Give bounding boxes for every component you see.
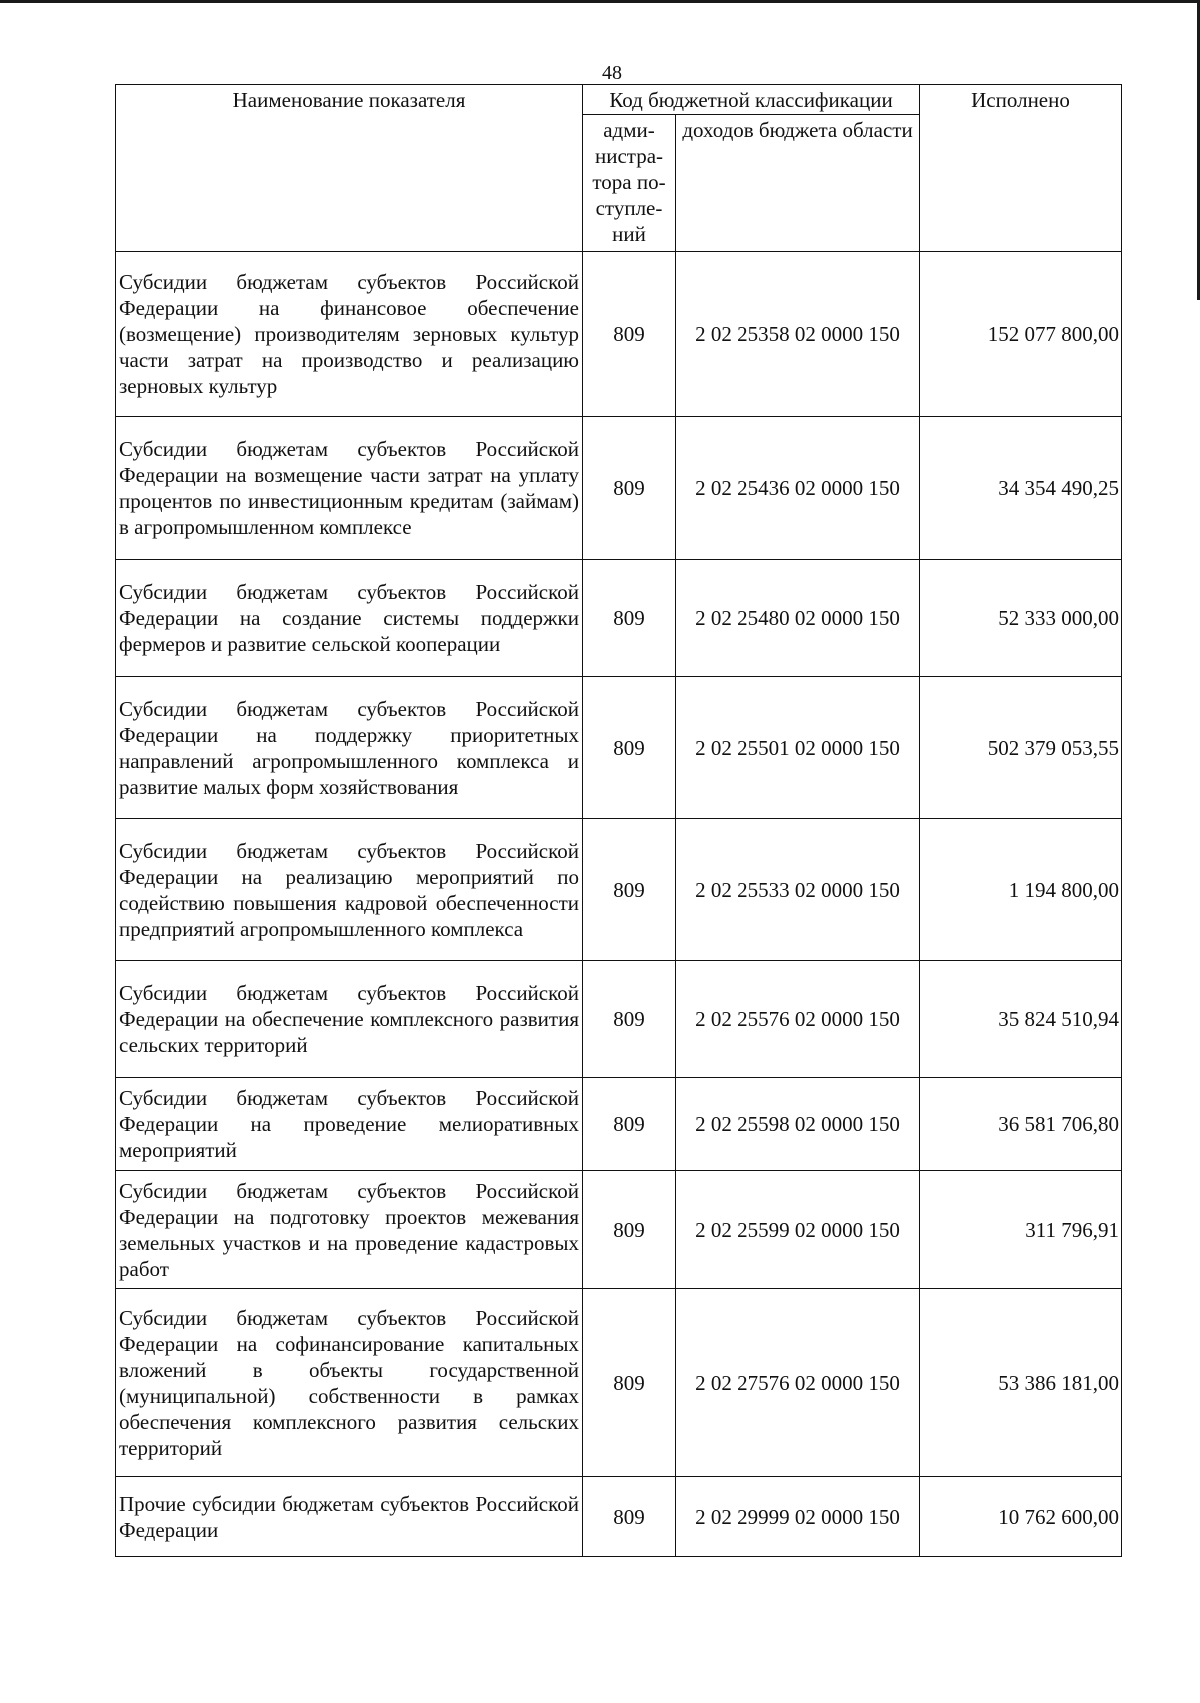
row-budget-code: 2 02 29999 02 0000 150: [676, 1477, 920, 1557]
row-budget-code: 2 02 27576 02 0000 150: [676, 1289, 920, 1477]
row-budget-code: 2 02 25598 02 0000 150: [676, 1078, 920, 1171]
row-amount: 36 581 706,80: [920, 1078, 1122, 1171]
budget-table: [115, 84, 1122, 1557]
row-amount: 53 386 181,00: [920, 1289, 1122, 1477]
row-admin-code: 809: [583, 1171, 676, 1289]
table-row: [116, 1289, 1122, 1477]
row-admin-code: 809: [583, 1477, 676, 1557]
row-name: Субсидии бюджетам субъектов Российской Федерации на поддержку приоритетных направлений агропромышленного комплекса и развитие малых форм хозяйствования: [116, 677, 583, 819]
row-budget-code: 2 02 25480 02 0000 150: [676, 560, 920, 677]
row-name: Субсидии бюджетам субъектов Российской Федерации на финансовое обеспечение (возмещение) производителям зерновых культур части затрат на производство и реализацию зерновых культур: [116, 252, 583, 417]
row-budget-code: 2 02 25358 02 0000 150: [676, 252, 920, 417]
header-executed: Исполнено: [920, 85, 1122, 252]
page-number: 48: [602, 62, 622, 84]
table-row: [116, 1477, 1122, 1557]
table-row: [116, 961, 1122, 1078]
table-row: [116, 252, 1122, 417]
row-admin-code: 809: [583, 417, 676, 560]
row-budget-code: 2 02 25501 02 0000 150: [676, 677, 920, 819]
table-row: [116, 819, 1122, 961]
table-row: [116, 1078, 1122, 1171]
row-amount: 35 824 510,94: [920, 961, 1122, 1078]
row-amount: 502 379 053,55: [920, 677, 1122, 819]
row-amount: 152 077 800,00: [920, 252, 1122, 417]
row-admin-code: 809: [583, 677, 676, 819]
table-row: [116, 677, 1122, 819]
row-amount: 311 796,91: [920, 1171, 1122, 1289]
row-amount: 34 354 490,25: [920, 417, 1122, 560]
row-budget-code: 2 02 25436 02 0000 150: [676, 417, 920, 560]
table-row: [116, 417, 1122, 560]
table-header-row: [116, 85, 1122, 115]
row-name: Субсидии бюджетам субъектов Российской Федерации на обеспечение комплексного развития сельских территорий: [116, 961, 583, 1078]
scan-edge: [0, 0, 1200, 3]
row-name: Субсидии бюджетам субъектов Российской Федерации на подготовку проектов межевания земельных участков и на проведение кадастровых работ: [116, 1171, 583, 1289]
header-income: доходов бюджета области: [676, 115, 920, 252]
row-name: Субсидии бюджетам субъектов Российской Федерации на софинансирование капитальных вложений в объекты государственной (муниципальной) собственности в рамках обеспечения комплексного развития сельских территорий: [116, 1289, 583, 1477]
header-name: Наименование показателя: [116, 85, 583, 252]
header-admin: адми-нистра-тора по-ступле-ний: [583, 115, 676, 252]
row-name: Субсидии бюджетам субъектов Российской Федерации на создание системы поддержки фермеров и развитие сельской кооперации: [116, 560, 583, 677]
table-row: [116, 1171, 1122, 1289]
row-name: Субсидии бюджетам субъектов Российской Федерации на проведение мелиоративных мероприятий: [116, 1078, 583, 1171]
row-amount: 1 194 800,00: [920, 819, 1122, 961]
row-admin-code: 809: [583, 1078, 676, 1171]
row-name: Прочие субсидии бюджетам субъектов Российской Федерации: [116, 1477, 583, 1557]
row-amount: 52 333 000,00: [920, 560, 1122, 677]
table-row: [116, 560, 1122, 677]
row-budget-code: 2 02 25576 02 0000 150: [676, 961, 920, 1078]
table-body: [116, 252, 1122, 1557]
row-admin-code: 809: [583, 961, 676, 1078]
row-admin-code: 809: [583, 819, 676, 961]
row-admin-code: 809: [583, 560, 676, 677]
row-admin-code: 809: [583, 252, 676, 417]
row-budget-code: 2 02 25533 02 0000 150: [676, 819, 920, 961]
row-name: Субсидии бюджетам субъектов Российской Федерации на возмещение части затрат на уплату процентов по инвестиционным кредитам (займам) в агропромышленном комплексе: [116, 417, 583, 560]
header-code-group: Код бюджетной классификации: [583, 85, 920, 115]
row-budget-code: 2 02 25599 02 0000 150: [676, 1171, 920, 1289]
row-name: Субсидии бюджетам субъектов Российской Федерации на реализацию мероприятий по содействию повышения кадровой обеспеченности предприятий агропромышленного комплекса: [116, 819, 583, 961]
row-admin-code: 809: [583, 1289, 676, 1477]
row-amount: 10 762 600,00: [920, 1477, 1122, 1557]
